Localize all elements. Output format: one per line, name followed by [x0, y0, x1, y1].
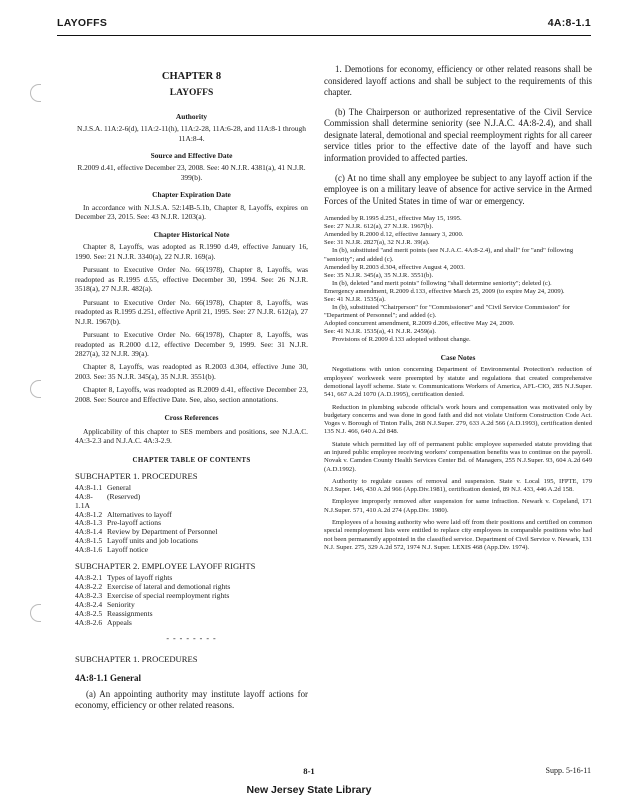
- case-note: Employees of a housing authority who were laid off from their positions and certified on common special reemployment lists were entitled to replace city employees in comparable positions who had not been permanently appointed in the classified service. Department of Civil Service v. Newark, 131 N.J. Super. 275, 329 A.2d 572, 1974 N.J. Super. LEXIS 468 (App.Div. 1974).: [324, 519, 592, 551]
- case-notes-heading: Case Notes: [440, 352, 476, 362]
- left-column: [75, 64, 308, 720]
- paragraph-c: (c) At no time shall any employee be subject to any layoff action if the employee is on a military leave of absence for active service in the Armed Forces of the United States in time of war or emergency.: [324, 172, 592, 206]
- case-note: Negotiations with union concerning Department of Environmental Protection's reduction of employees' workweek were preempted by statute and regulations that created comprehensive demotional layoff scheme. State v. Communications Workers of America, AFL-CIO, 285 N.J.Super. 541, 667 A.2d 1070 (A.D.1995), certification denied.: [324, 366, 592, 399]
- amendment-line: See: 41 N.J.R. 1535(a), 41 N.J.R. 2459(a).: [324, 327, 437, 335]
- amendment-line: See: 35 N.J.R. 345(a), 35 N.J.R. 3551(b).: [324, 271, 434, 279]
- amendment-line: Amended by R.2003 d.304, effective August 4, 2003.: [324, 263, 465, 271]
- authority-text: N.J.S.A. 11A:2-6(d), 11A:2-11(h), 11A:2-28, 11A:6-28, and 11A:8-1 through 11A:8-4.: [77, 124, 306, 143]
- amendment-line: Emergency amendment, R.2009 d.133, effective March 25, 2009 (to expire May 24, 2009).: [324, 287, 565, 295]
- toc-subchapter-2: SUBCHAPTER 2. EMPLOYEE LAYOFF RIGHTS: [75, 561, 256, 572]
- amendment-line: In (b), substituted "Chairperson" for "Commissioner" and "Civil Service Commission" for "Department of Personnel"; and added (c).: [324, 303, 570, 319]
- toc-entry: 4A:8-1.1 General: [75, 482, 132, 492]
- margin-bracket-mark: [30, 84, 41, 102]
- amendment-line: Amended by R.1995 d.251, effective May 15, 1995.: [324, 215, 462, 223]
- amendment-line: See: 27 N.J.R. 612(a), 27 N.J.R. 1967(b).: [324, 223, 434, 231]
- case-note: Statute which permitted lay off of permanent public employee superseded statute providing that an injured public employee receiving workers' compensation benefits was to continue on the payroll. Novak v. Camden County Health Services Center Bd. of Managers, 255 N.J.Super. 93, 604 A.2d 649 (A.D.1992).: [324, 440, 592, 473]
- chapter-title: LAYOFFS: [169, 88, 214, 99]
- toc-entry: 4A:8-2.1 Types of layoff rights: [75, 573, 173, 583]
- toc-heading: CHAPTER TABLE OF CONTENTS: [132, 455, 251, 464]
- toc-entry: 4A:8-1.6 Layoff notice: [75, 545, 148, 555]
- supplement-date: Supp. 5-16-11: [545, 766, 591, 775]
- authority-heading: Authority: [175, 111, 208, 121]
- toc-entry: 4A:8-2.5 Reassignments: [75, 609, 153, 619]
- margin-bracket-mark: [30, 380, 41, 398]
- history-heading: Chapter Historical Note: [153, 229, 230, 239]
- toc-entry: 4A:8-1.2 Alternatives to layoff: [75, 509, 172, 519]
- expiration-heading: Chapter Expiration Date: [152, 190, 231, 200]
- history-note: Pursuant to Executive Order No. 66(1978), Chapter 8, Layoffs, was readopted as R.1995 d.55, effective December 30, 1994. See: 26 N.J.R. 3518(a), 27 N.J.R. 482(a).: [75, 265, 308, 294]
- history-note: Chapter 8, Layoffs, was adopted as R.1990 d.49, effective January 16, 1990. See: 21 N.J.R. 3340(a), 22 N.J.R. 169(a).: [75, 242, 308, 261]
- header-rule: [57, 35, 591, 36]
- toc-list-subchapter-2: [75, 574, 308, 628]
- library-stamp: New Jersey State Library: [246, 784, 372, 796]
- toc-entry: 4A:8-1.1A (Reserved): [75, 491, 141, 510]
- amendment-line: In (b), deleted "and merit points" following "shall determine seniority"; deleted (c).: [332, 279, 552, 287]
- amendment-line: See: 41 N.J.R. 1535(a).: [324, 295, 386, 303]
- toc-entry: 4A:8-2.3 Exercise of special reemployment rights: [75, 591, 230, 601]
- case-note: Authority to regulate causes of removal and suspension. State v. Local 195, IFPTE, 179 N.J.Super. 146, 430 A.2d 966 (App.Div.1981), certification denied, 89 N.J. 433, 446 A.2d 158.: [324, 477, 592, 494]
- toc-subchapter-1: SUBCHAPTER 1. PROCEDURES: [75, 470, 198, 481]
- amendment-line: See: 31 N.J.R. 2827(a), 32 N.J.R. 39(a).: [324, 239, 430, 247]
- paragraph-a: (a) An appointing authority may institute layoff actions for economy, efficiency or other related reasons.: [75, 688, 308, 711]
- cross-references-text: Applicability of this chapter to SES members and positions, see N.J.A.C. 4A:3-2.3 and N.J.A.C. 4A:3-2.9.: [75, 426, 308, 446]
- amendment-line: Amended by R.2000 d.12, effective January 3, 2000.: [324, 231, 464, 239]
- subchapter-1-heading: SUBCHAPTER 1. PROCEDURES: [75, 654, 198, 665]
- page-number: 8-1: [303, 766, 315, 776]
- amendment-line: In (b), substituted "and merit points (see N.J.A.C. 4A:8-2.4), and shall" for "and" following "seniority"; and added (c).: [324, 247, 574, 263]
- chapter-number: CHAPTER 8: [161, 71, 222, 82]
- case-note: Reduction in plumbing subcode official's work hours and compensation was motivated only by budgetary concerns and was done in good faith and did not violate Uniform Construction Code Act. Voges v. Borough of Tinton Falls, 268 N.J.Super. 279, 633 A.2d 566 (A.D.1993), certification denied 135 N.J. 466, 640 A.2d 848.: [324, 403, 592, 436]
- section-divider: - - - - - - - -: [166, 634, 217, 644]
- amendment-line: Adopted concurrent amendment, R.2009 d.206, effective May 24, 2009.: [324, 319, 515, 327]
- history-note: Chapter 8, Layoffs, was readopted as R.2009 d.41, effective December 23, 2008. See: Source and Effective Date. See, also, section annotations.: [75, 385, 308, 404]
- history-note: Pursuant to Executive Order No. 66(1978), Chapter 8, Layoffs, was readopted as R.2000 d.12, effective December 9, 1999. See: 31 N.J.R. 2827(a), 32 N.J.R. 39(a).: [75, 330, 308, 358]
- history-note: Pursuant to Executive Order No. 66(1978), Chapter 8, Layoffs, was readopted as R.1995 d.251, effective April 21, 1995. See: 27 N.J.R. 612(a), 27 N.J.R. 1967(b).: [75, 297, 308, 326]
- toc-list-subchapter-1: [75, 484, 308, 556]
- running-header-right: 4A:8-1.1: [547, 17, 591, 29]
- history-note: Chapter 8, Layoffs, was readopted as R.2003 d.304, effective June 30, 2003. See: 35 N.J.R. 345(a), 35 N.J.R. 3551(b).: [75, 362, 308, 381]
- section-heading-general: 4A:8-1.1 General: [75, 673, 141, 684]
- paragraph-b: (b) The Chairperson or authorized representative of the Civil Service Commission shall determine seniority (see N.J.A.C. 4A:8-2.4), and shall designate lateral, demotional and special reemployment rights for all career service titles prior to the effective date of the layoff and have such information provided to affected parties.: [324, 106, 592, 164]
- toc-entry: 4A:8-1.5 Layoff units and job locations: [75, 536, 198, 546]
- amendment-history: [324, 215, 592, 344]
- right-column: [324, 64, 592, 556]
- margin-bracket-mark: [30, 604, 41, 622]
- running-header-left: LAYOFFS: [57, 17, 108, 29]
- toc-entry: 4A:8-1.4 Review by Department of Personnel: [75, 527, 218, 537]
- source-text: R.2009 d.41, effective December 23, 2008. See: 40 N.J.R. 4381(a), 41 N.J.R. 399(b).: [77, 163, 306, 182]
- paragraph-a1: 1. Demotions for economy, efficiency or other related reasons shall be considered layoff actions and shall be subject to the requirements of this chapter.: [324, 64, 592, 98]
- toc-entry: 4A:8-1.3 Pre-layoff actions: [75, 518, 162, 528]
- toc-entry: 4A:8-2.6 Appeals: [75, 618, 132, 628]
- case-note: Employee improperly removed after suspension for same infraction. Newark v. Copeland, 171 N.J.Super. 571, 410 A.2d 274 (App.Div. 1980).: [324, 498, 592, 514]
- toc-entry: 4A:8-2.2 Exercise of lateral and demotional rights: [75, 582, 231, 592]
- source-heading: Source and Effective Date: [150, 151, 233, 160]
- expiration-text: In accordance with N.J.S.A. 52:14B-5.1b, Chapter 8, Layoffs, expires on December 23, 2015. See: 43 N.J.R. 1203(a).: [75, 202, 308, 222]
- toc-entry: 4A:8-2.4 Seniority: [75, 600, 135, 610]
- cross-references-heading: Cross References: [164, 413, 219, 423]
- amendment-line: Provisions of R.2009 d.133 adopted without change.: [332, 335, 471, 343]
